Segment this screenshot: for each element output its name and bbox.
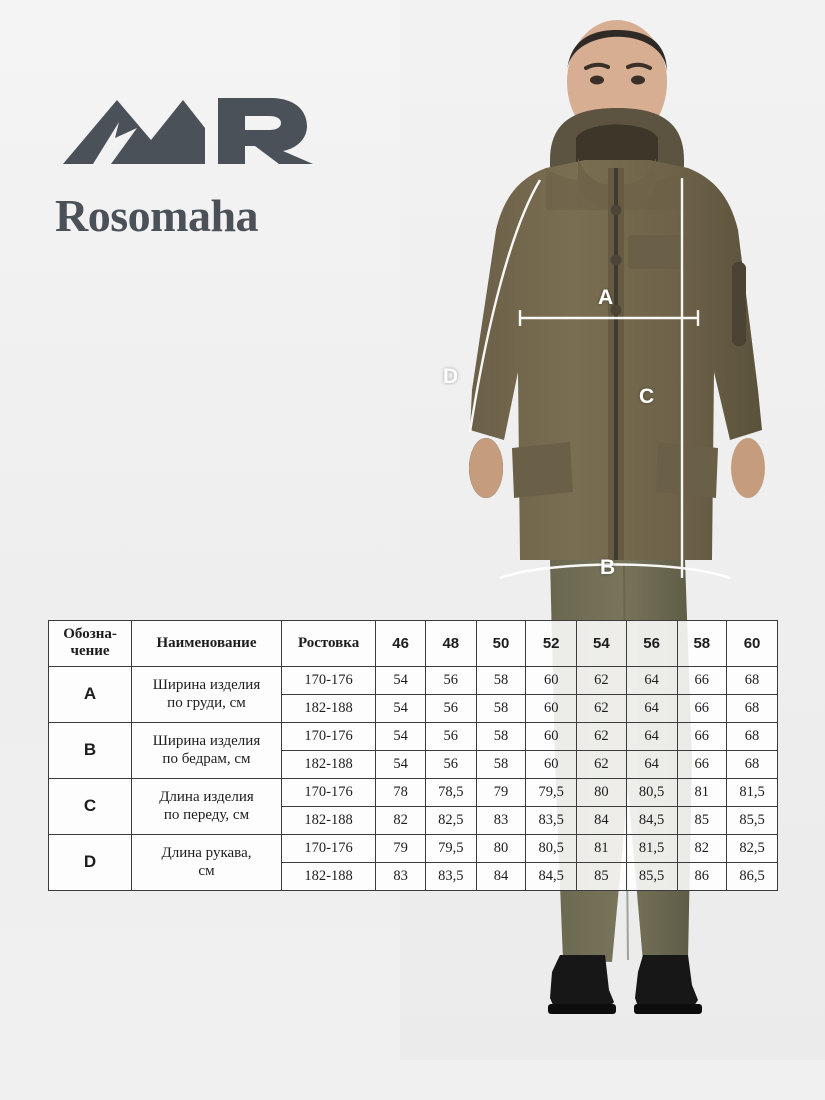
name-b-line1: Ширина изделия	[152, 732, 261, 749]
value-c-2-58: 85	[677, 806, 727, 834]
value-c-1-48: 78,5	[425, 778, 476, 806]
header-size-58: 58	[677, 621, 727, 667]
height-b-2: 182-188	[281, 750, 376, 778]
value-a-2-58: 66	[677, 694, 727, 722]
value-c-2-56: 84,5	[626, 806, 677, 834]
value-a-1-50: 58	[476, 666, 526, 694]
name-d	[132, 834, 282, 890]
value-c-1-46: 78	[376, 778, 426, 806]
value-a-1-60: 68	[727, 666, 778, 694]
value-b-2-56: 64	[626, 750, 677, 778]
value-c-2-50: 83	[476, 806, 526, 834]
value-d-2-56: 85,5	[626, 862, 677, 890]
name-c-line2: по переду, см	[163, 807, 250, 823]
value-a-2-56: 64	[626, 694, 677, 722]
value-c-1-60: 81,5	[727, 778, 778, 806]
size-table	[48, 620, 778, 891]
header-designation-line2: чение	[70, 643, 110, 660]
value-c-2-52: 83,5	[526, 806, 577, 834]
value-c-2-46: 82	[376, 806, 426, 834]
header-name: Наименование	[132, 621, 282, 667]
value-b-2-60: 68	[727, 750, 778, 778]
name-a	[132, 666, 282, 722]
value-a-1-46: 54	[376, 666, 426, 694]
table-row	[49, 834, 778, 862]
header-size-56: 56	[626, 621, 677, 667]
value-b-1-52: 60	[526, 722, 577, 750]
table-row	[49, 778, 778, 806]
value-d-1-52: 80,5	[526, 834, 577, 862]
value-a-1-54: 62	[577, 666, 627, 694]
header-designation	[49, 621, 132, 667]
value-d-1-50: 80	[476, 834, 526, 862]
chest-width-marker: A	[598, 286, 614, 309]
value-b-1-46: 54	[376, 722, 426, 750]
name-c	[132, 778, 282, 834]
value-c-2-60: 85,5	[727, 806, 778, 834]
value-b-2-52: 60	[526, 750, 577, 778]
value-a-2-54: 62	[577, 694, 627, 722]
value-d-1-56: 81,5	[626, 834, 677, 862]
value-b-1-56: 64	[626, 722, 677, 750]
header-size-52: 52	[526, 621, 577, 667]
height-c-1: 170-176	[281, 778, 376, 806]
value-d-2-58: 86	[677, 862, 727, 890]
designation-b: B	[49, 722, 132, 778]
height-d-1: 170-176	[281, 834, 376, 862]
value-b-2-46: 54	[376, 750, 426, 778]
name-b	[132, 722, 282, 778]
name-d-line2: см	[198, 863, 215, 879]
height-a-1: 170-176	[281, 666, 376, 694]
value-a-1-48: 56	[425, 666, 476, 694]
value-c-1-58: 81	[677, 778, 727, 806]
front-length-marker: C	[639, 385, 655, 408]
product-photo	[400, 0, 825, 1060]
header-designation-line1: Обозна-	[63, 626, 117, 642]
table-row	[49, 666, 778, 694]
value-d-2-54: 85	[577, 862, 627, 890]
value-a-2-60: 68	[727, 694, 778, 722]
value-c-1-54: 80	[577, 778, 627, 806]
value-a-1-56: 64	[626, 666, 677, 694]
height-d-2: 182-188	[281, 862, 376, 890]
value-a-1-52: 60	[526, 666, 577, 694]
height-a-2: 182-188	[281, 694, 376, 722]
value-a-2-48: 56	[425, 694, 476, 722]
value-b-2-54: 62	[577, 750, 627, 778]
value-d-2-46: 83	[376, 862, 426, 890]
value-d-1-54: 81	[577, 834, 627, 862]
value-d-1-58: 82	[677, 834, 727, 862]
value-b-2-48: 56	[425, 750, 476, 778]
value-d-1-48: 79,5	[425, 834, 476, 862]
header-size-60: 60	[727, 621, 778, 667]
sleeve-length-marker: D	[443, 365, 459, 388]
header-size-46: 46	[376, 621, 426, 667]
value-d-2-48: 83,5	[425, 862, 476, 890]
name-a-line1: Ширина изделия	[152, 676, 261, 693]
value-a-1-58: 66	[677, 666, 727, 694]
brand-name: Rosomaha	[55, 190, 259, 241]
value-b-1-58: 66	[677, 722, 727, 750]
designation-c: C	[49, 778, 132, 834]
value-c-1-52: 79,5	[526, 778, 577, 806]
designation-d: D	[49, 834, 132, 890]
value-b-1-48: 56	[425, 722, 476, 750]
hip-width-marker: B	[600, 556, 616, 579]
value-b-1-60: 68	[727, 722, 778, 750]
value-b-1-50: 58	[476, 722, 526, 750]
value-b-2-50: 58	[476, 750, 526, 778]
table-header-row	[49, 621, 778, 667]
mountain-logo-icon	[55, 78, 335, 183]
value-b-2-58: 66	[677, 750, 727, 778]
designation-a: A	[49, 666, 132, 722]
value-c-2-48: 82,5	[425, 806, 476, 834]
value-a-2-52: 60	[526, 694, 577, 722]
name-b-line2: по бедрам, см	[162, 751, 251, 767]
value-c-2-54: 84	[577, 806, 627, 834]
header-height: Ростовка	[281, 621, 376, 667]
value-a-2-46: 54	[376, 694, 426, 722]
header-size-48: 48	[425, 621, 476, 667]
value-a-2-50: 58	[476, 694, 526, 722]
value-d-2-52: 84,5	[526, 862, 577, 890]
height-b-1: 170-176	[281, 722, 376, 750]
value-d-1-60: 82,5	[727, 834, 778, 862]
value-d-1-46: 79	[376, 834, 426, 862]
value-b-1-54: 62	[577, 722, 627, 750]
value-c-1-50: 79	[476, 778, 526, 806]
name-a-line2: по груди, см	[167, 695, 246, 711]
value-d-2-50: 84	[476, 862, 526, 890]
header-size-54: 54	[577, 621, 627, 667]
value-c-1-56: 80,5	[626, 778, 677, 806]
name-d-line1: Длина рукава,	[161, 844, 252, 861]
name-c-line1: Длина изделия	[159, 788, 254, 805]
value-d-2-60: 86,5	[727, 862, 778, 890]
brand-logo	[55, 78, 335, 258]
table-row	[49, 722, 778, 750]
header-size-50: 50	[476, 621, 526, 667]
height-c-2: 182-188	[281, 806, 376, 834]
size-table-container	[48, 620, 778, 891]
